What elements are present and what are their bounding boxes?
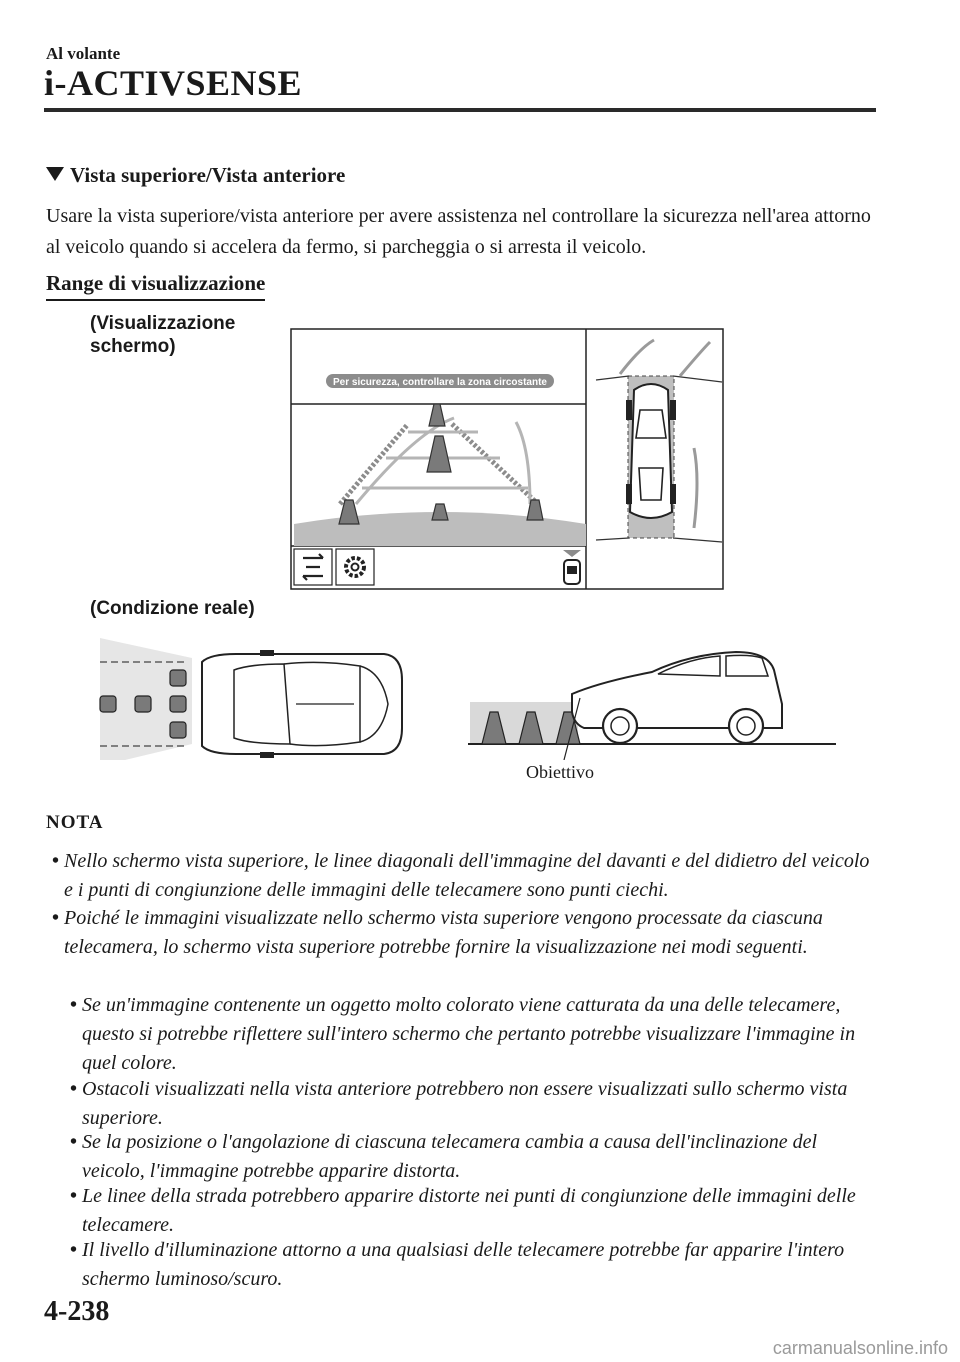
real-condition-caption: (Condizione reale) <box>90 598 255 619</box>
range-heading: Range di visualizzazione <box>46 271 265 301</box>
screen-caption-line2: schermo) <box>90 336 176 357</box>
camera-target-label: Obiettivo <box>526 762 594 782</box>
note-item <box>52 847 874 905</box>
screen-illustration <box>290 328 724 590</box>
subsection-heading <box>46 163 345 188</box>
warning-banner <box>326 374 554 388</box>
note-text: Poiché le immagini visualizzate nello schermo vista superiore vengono processate da ciascuna telecamera, lo schermo vista superiore potrebbe fornire la visualizzazione nei modi seguenti. <box>64 907 823 958</box>
section-title: i-ACTIVSENSE <box>44 63 303 103</box>
screen-caption-line1: (Visualizzazione <box>90 313 236 334</box>
note-bullet: • <box>52 850 60 872</box>
sub-note-text: Le linee della strada potrebbero apparire distorte nei punti di congiunzione delle immagini delle telecamere. <box>82 1185 856 1236</box>
warning-banner-text: Per sicurezza, controllare la zona circostante <box>333 377 547 388</box>
sub-note-bullet: • <box>70 1131 78 1153</box>
subsection-title: Vista superiore/Vista anteriore <box>70 163 346 187</box>
sub-note-item <box>70 991 882 1078</box>
view-switch-icon[interactable] <box>294 549 332 585</box>
header-rule <box>44 108 876 112</box>
sub-note-bullet: • <box>70 1185 78 1207</box>
page-number: 4-238 <box>44 1296 110 1327</box>
intro-paragraph: Usare la vista superiore/vista anteriore per avere assistenza nel controllare la sicurezza nell'area attorno al veicolo quando si accelera da fermo, si parcheggia o si arresta il veicolo. <box>46 205 871 258</box>
sub-note-bullet: • <box>70 1239 78 1261</box>
sub-note-text: Il livello d'illuminazione attorno a una qualsiasi delle telecamere potrebbe far apparire l'intero schermo luminoso/scuro. <box>82 1239 845 1290</box>
note-bullet: • <box>52 907 60 929</box>
side-car-scene <box>468 652 836 760</box>
note-text: Nello schermo vista superiore, le linee diagonali dell'immagine del davanti e del didietro del veicolo e i punti di congiunzione delle immagini delle telecamere sono punti ciechi. <box>64 850 870 901</box>
nota-heading: NOTA <box>46 812 104 833</box>
sub-note-item <box>70 1182 882 1240</box>
sub-note-item <box>70 1128 882 1186</box>
settings-gear-icon[interactable] <box>336 549 374 585</box>
overhead-car-scene <box>100 638 402 760</box>
chapter-label: Al volante <box>46 44 121 63</box>
sub-note-bullet: • <box>70 994 78 1016</box>
screen-caption <box>90 312 235 358</box>
sub-note-bullet: • <box>70 1078 78 1100</box>
triangle-marker-icon <box>46 167 64 181</box>
real-condition-illustration <box>60 620 840 760</box>
sub-note-text: Se la posizione o l'angolazione di ciascuna telecamera cambia a causa dell'inclinazione del veicolo, l'immagine potrebbe apparire distorta. <box>82 1131 818 1182</box>
note-item <box>52 904 874 962</box>
sub-note-item <box>70 1236 882 1294</box>
sub-note-item <box>70 1075 882 1133</box>
sub-note-text: Se un'immagine contenente un oggetto molto colorato viene catturata da una delle telecamere, questo si potrebbe riflettere sull'intero schermo che pertanto potrebbe visualizzare l'immagine in quel colore. <box>82 994 856 1074</box>
watermark-text: carmanualsonline.info <box>772 1338 948 1358</box>
sub-note-text: Ostacoli visualizzati nella vista anteriore potrebbero non essere visualizzati sullo schermo vista superiore. <box>82 1078 848 1129</box>
